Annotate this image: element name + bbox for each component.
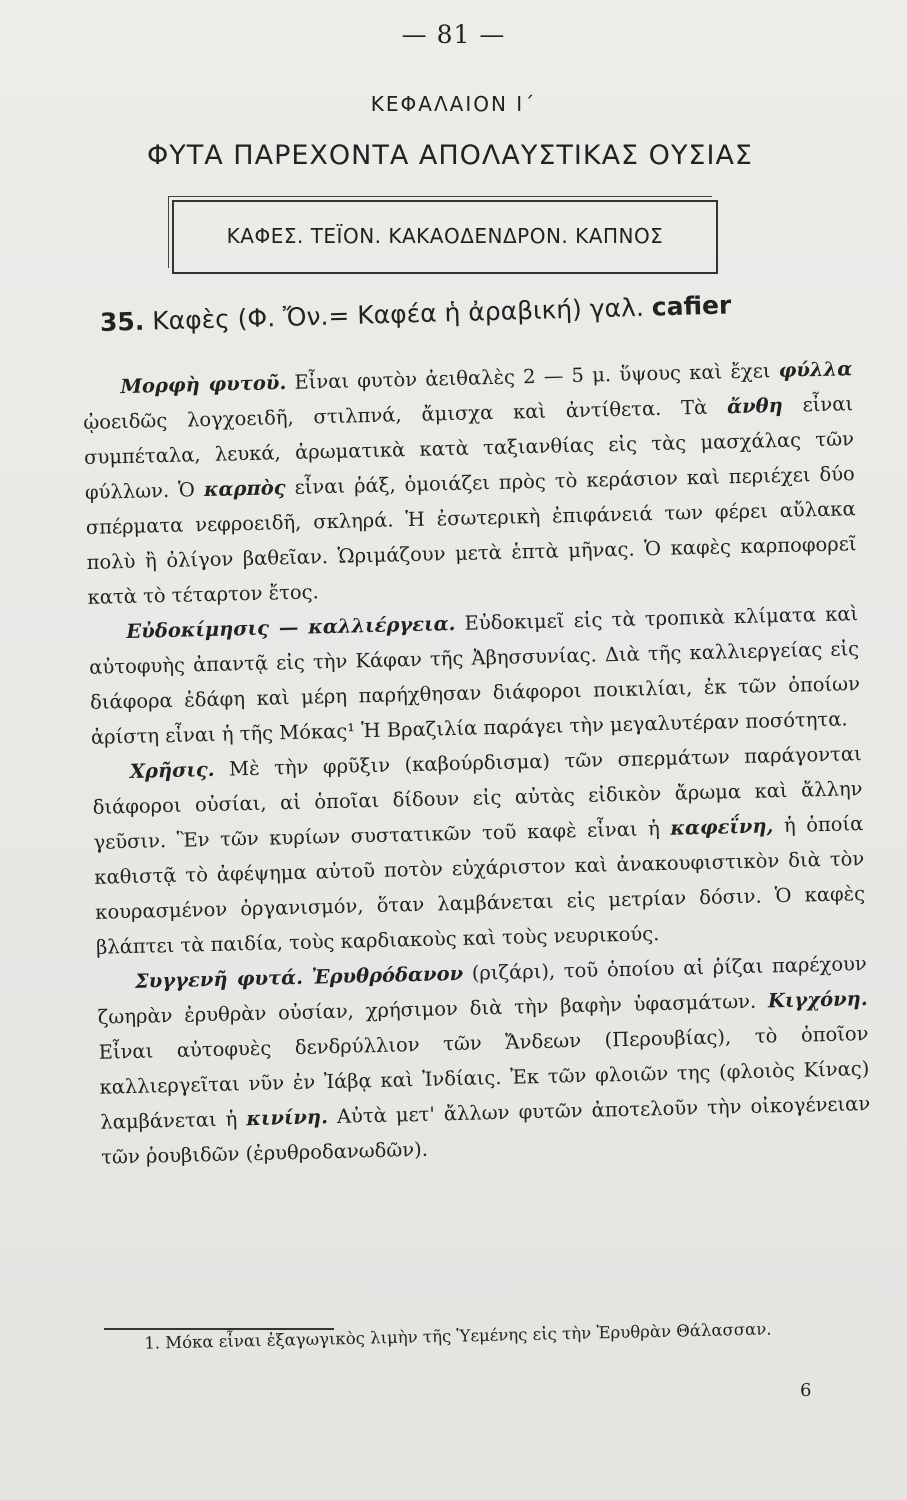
paragraph-text: (ριζάρι), τοῦ ὁποίου αἱ ῥίζαι παρέχουν ζωηρὰν ἐρυθρὰν οὐσίαν, χρήσιμον διὰ τὴν βαφὴν ὑφασμάτων. (97, 952, 868, 1029)
paragraph-lead: Μορφὴ φυτοῦ. (120, 371, 287, 399)
term: φύλλα (778, 357, 853, 382)
term: Κιγχόνη. (767, 986, 868, 1013)
paragraph-text: Εἶναι αὐτοφυὲς δενδρύλλιον τῶν Ἄνδεων (Περουβίας), τὸ ὁποῖον καλλιεργεῖται νῦν ἐν Ἰάβᾳ καὶ Ἰνδίαις. Ἐκ τῶν φλοιῶν της (φλοιὸς Κίνας) λαμβάνεται ἡ (98, 1021, 870, 1134)
paragraph-cultivation (88, 596, 861, 755)
chapter-title: ΦΥΤΑ ΠΑΡΕΧΟΝΤΑ ΑΠΟΛΑΥΣΤΙΚΑΣ ΟΥΣΙΑΣ (147, 140, 753, 171)
term: ἄνθη (726, 393, 784, 419)
french-prefix: γαλ. (589, 292, 645, 324)
paragraph-lead: Χρῆσις. (129, 757, 215, 783)
paragraph-text: εἶναι συμπέταλα, λευκά, ἀρωματικὰ κατὰ ταξιανθίας εἰς τὰς μασχάλας τῶν φύλλων. Ὁ (83, 392, 855, 504)
footnote (86, 1312, 858, 1360)
section-number: 35. (99, 306, 145, 337)
paragraph-text: ᾠοειδῶς λογχοειδῆ, στιλπνά, ἄμισχα καὶ ἀντίθετα. Τὰ (83, 395, 728, 434)
term: κινίνη. (246, 1105, 329, 1131)
footnote-text: 1. Μόκα εἶναι ἐξαγωγικὸς λιμὴν τῆς Ὑεμένης εἰς τὴν Ἐρυθρὰν Θάλασσαν. (144, 1319, 772, 1353)
paragraph-text: Αὐτὰ μετ' ἄλλων φυτῶν ἀποτελοῦν τὴν οἰκογένειαν τῶν ῥουβιδῶν (ἐρυθροδανωδῶν). (100, 1091, 871, 1169)
term: Ἐρυθρόδανον (311, 961, 464, 989)
paragraph-text: Εἶναι φυτὸν ἀειθαλὲς 2 — 5 μ. ὕψους καὶ ἔχει (285, 358, 779, 395)
paragraph-lead: Εὐδοκίμησις — καλλιέργεια. (126, 611, 456, 643)
paragraph-lead: Συγγενῆ φυτά. (134, 965, 304, 993)
french-name: cafier (651, 290, 732, 322)
chapter-label: ΚΕΦΑΛΑΙΟΝ Ι΄ (370, 92, 537, 116)
term: καρπὸς (203, 476, 286, 502)
paragraph-text: εἶναι ῥάξ, ὁμοιάζει πρὸς τὸ κεράσιον καὶ περιέχει δύο σπέρματα νεφροειδῆ, σκληρά. Ἡ ἐσωτερικὴ ἐπιφάνειά των φέρει αὔλακα πολὺ ἢ ὀλίγον βαθεῖαν. Ὡριμάζουν μετὰ ἑπτὰ μῆνας. Ὁ καφὲς καρποφορεῖ κατὰ τὸ τέταρτον ἔτος. (85, 462, 857, 609)
signature-mark: 6 (800, 1380, 812, 1401)
page-number: — 81 — (401, 20, 506, 49)
paragraph-use (91, 736, 866, 965)
subtitle-box (172, 200, 718, 274)
paragraph-morphology (82, 351, 858, 615)
paragraph-text: Εὐδοκιμεῖ εἰς τὰ τροπικὰ κλίματα καὶ αὐτοφυὴς ἀπαντᾷ εἰς τὴν Κάφαν τῆς Ἀβησσυνίας. Διὰ τῆς καλλιεργείας εἰς διάφορα ἐδάφη καὶ μέρη παρήχθησαν διάφοροι ποικιλίαι, ἐκ τῶν ὁποίων ἀρίστη εἶναι ἡ τῆς Μόκας¹ Ἡ Βραζιλία παράγει τὴν μεγαλυτέραν ποσότητα. (88, 602, 861, 749)
paragraph-related-plants (97, 946, 872, 1175)
section-title: Καφὲς (Φ. Ὄν.= Καφέα ἡ ἀραβική) (151, 294, 583, 336)
term: καφεΐνη, (670, 814, 774, 840)
section-heading (100, 288, 821, 337)
paragraph-text: ἡ ὁποία καθιστᾷ τὸ ἀφέψημα αὐτοῦ ποτὸν εὐχάριστον καὶ ἀνακουφιστικὸν διὰ τὸν κουρασμένον ὀργανισμόν, ὅταν λαμβάνεται εἰς μετρίαν δόσιν. Ὁ καφὲς βλάπτει τὰ παιδία, τοὺς καρδιακοὺς καὶ τοὺς νευρικούς. (94, 812, 866, 959)
body-text (82, 351, 871, 1175)
subtitle-text: ΚΑΦΕΣ. ΤΕΪΟΝ. ΚΑΚΑΟΔΕΝΔΡΟΝ. ΚΑΠΝΟΣ (226, 224, 664, 248)
paragraph-text: Μὲ τὴν φρῦξιν (καβούρδισμα) τῶν σπερμάτων παράγονται διάφοροι οὐσίαι, αἱ ὁποῖαι δίδουν εἰς αὐτὰς εἰδικὸν ἄρωμα καὶ ἄλλην γεῦσιν. Ἓν τῶν κυρίων συστατικῶν τοῦ καφὲ εἶναι ἡ (92, 742, 863, 854)
